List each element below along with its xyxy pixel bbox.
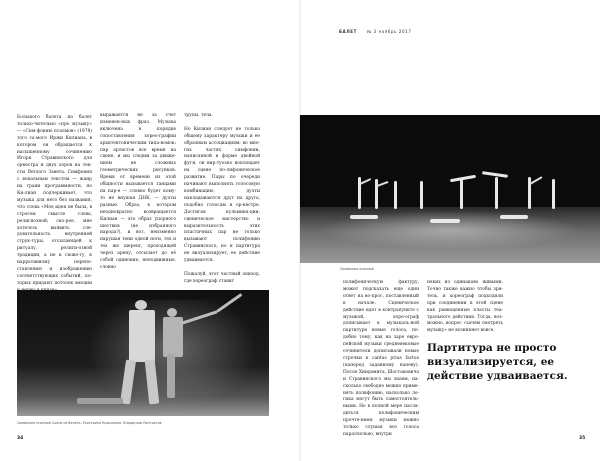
dancer-arm [530, 176, 543, 185]
header-brand: БАЛЕТ [339, 29, 357, 34]
dancer-arm [377, 181, 389, 187]
dancer-figure-floor [77, 398, 123, 404]
dancer-head [135, 300, 147, 310]
text-column-3: трупы, тела. Но Килиан следует не только общему характеру музыки и ее образным ассоциациям: во мно-гих частях симфонии, написанной в форме двойной фуги, он вир-туозно воплощает на сцене по-лифоническое развитие. Пары по очереди начинают выполнять голосовую комбинацию, дуэты накладываются друг на друга, подобно голосам в ор-кестре. Достигая кульмина-ции, сценическое мастерство и выразительность этих пластичных пар не только вызывают полифонию Стравинского, но и партитура не визуализирует, ее действие удваивается. Пожалуй, этот частный эпизод, где хореограф ставит [184, 113, 260, 284]
text-column-5: неких из одинаково живыми. Точно также важно чтобы зри-тель, и хореограф подходили при соединении к этой сцене как равноценные пласты теа-трального действия. Тогда, воз-можно, вопрос «зачем смотреть музыку» не возникнет вовсе. [427, 280, 503, 334]
dancer-figure-lifted [450, 175, 476, 182]
dancer-figure [420, 181, 423, 209]
duo-photo [17, 290, 269, 416]
text-column-2: выражается не за счет изменен-ных фраз. Музыка включена в порядке сопоставления хорео-графии архитектоническим типа-вомок: пар артистов все время на сцене, и мы следим за движе-нием не сложных геометрических рисунков. Время от времени из этой общности вызывается танцами на пар-е — словно будет кому-то не внушая ДНК, — дуэты разные. Образ, в котором неоднократно возвращается Килиан — это образ упорного шествия (не избранного народа?), и вот, неизменно нарушая тени одной ноги, тех и тех же шеренг, проходящей через арену, отсылает до её собой одинокие, неподвижные, словно [100, 113, 176, 270]
dancer-figure-floor [350, 215, 378, 219]
dancer-head [167, 308, 177, 317]
page-number-left: 34 [17, 436, 24, 441]
dancer-figure [394, 181, 397, 209]
text-column-1: Большого балета на балет только-чительно «про музыку» — «Сим-фонию псалмов» (1978) того са-мого Иржи Килиана, в котором он обращается к насыщенному сочинению Игоря Стравинского для оркестра и двух хоров на тек-сты Ветхого Завета. Симфония с вокальным текстом — жанр на грани программности, но Ки-лиан подчеркивает, что музыка для него без названия, что слова «Мое идея не была, в строгом смысле слова, религиозной; ско-рее, мне хотелось выявить сле-довательность внутренней струк-туры, отсылающей к ритуалу, религи-озной традиции, а не к сюже-ту, к нарративному перепо-ставлению и изображению соответствующих событий, ко-торых придают потолок эмоции [17, 115, 92, 286]
dancer-figure [552, 179, 555, 209]
stage-photo [300, 115, 600, 263]
text-column-4: полифоническую фактуру, может подсказать еще один ответ на во-прос, поставленный в начале. Сценическое действие идет в контрапункте с музыкой, хоре-ограф дописывает к музыкаль-ной партитуре новые голоса, по-добно тому, как на заре евро-пейской музыки средневековые сочинители дописывали новые строчки к cantus prius factus (наперед заданному напеву). После Хиндемита, Шостаковича и Стравинского мы знаем, на-сколько свободно можно приме-нять полифонию, насколько ло-гика могут быть самостоятель-ными. Но в полной мере насла-диться полифоническим прочте-нием музыки можно только слушая все голоса параллельно, внутри [343, 280, 419, 437]
running-header [339, 29, 411, 34]
pull-quote: Партитура не просто визуализируется, ее действие удваивается. [427, 342, 568, 382]
stage-photo-caption: Симфония псалмов [340, 267, 374, 271]
duo-photo-caption: Симфония псалмов Сцена из балета. Екатерина Крысанова, Владислав Лантратов [17, 421, 162, 425]
dancer-figure-floor [500, 215, 528, 219]
page-number-right: 35 [579, 436, 586, 441]
dancer-leg [167, 354, 175, 398]
dancer-torso [129, 310, 155, 362]
dancer-figure-floor [430, 219, 460, 223]
header-issue: № 3 ноябрь 2017 [366, 29, 412, 34]
dancer-arm [360, 178, 372, 185]
dancer-figure [495, 177, 498, 209]
dancer-figure [460, 179, 463, 209]
